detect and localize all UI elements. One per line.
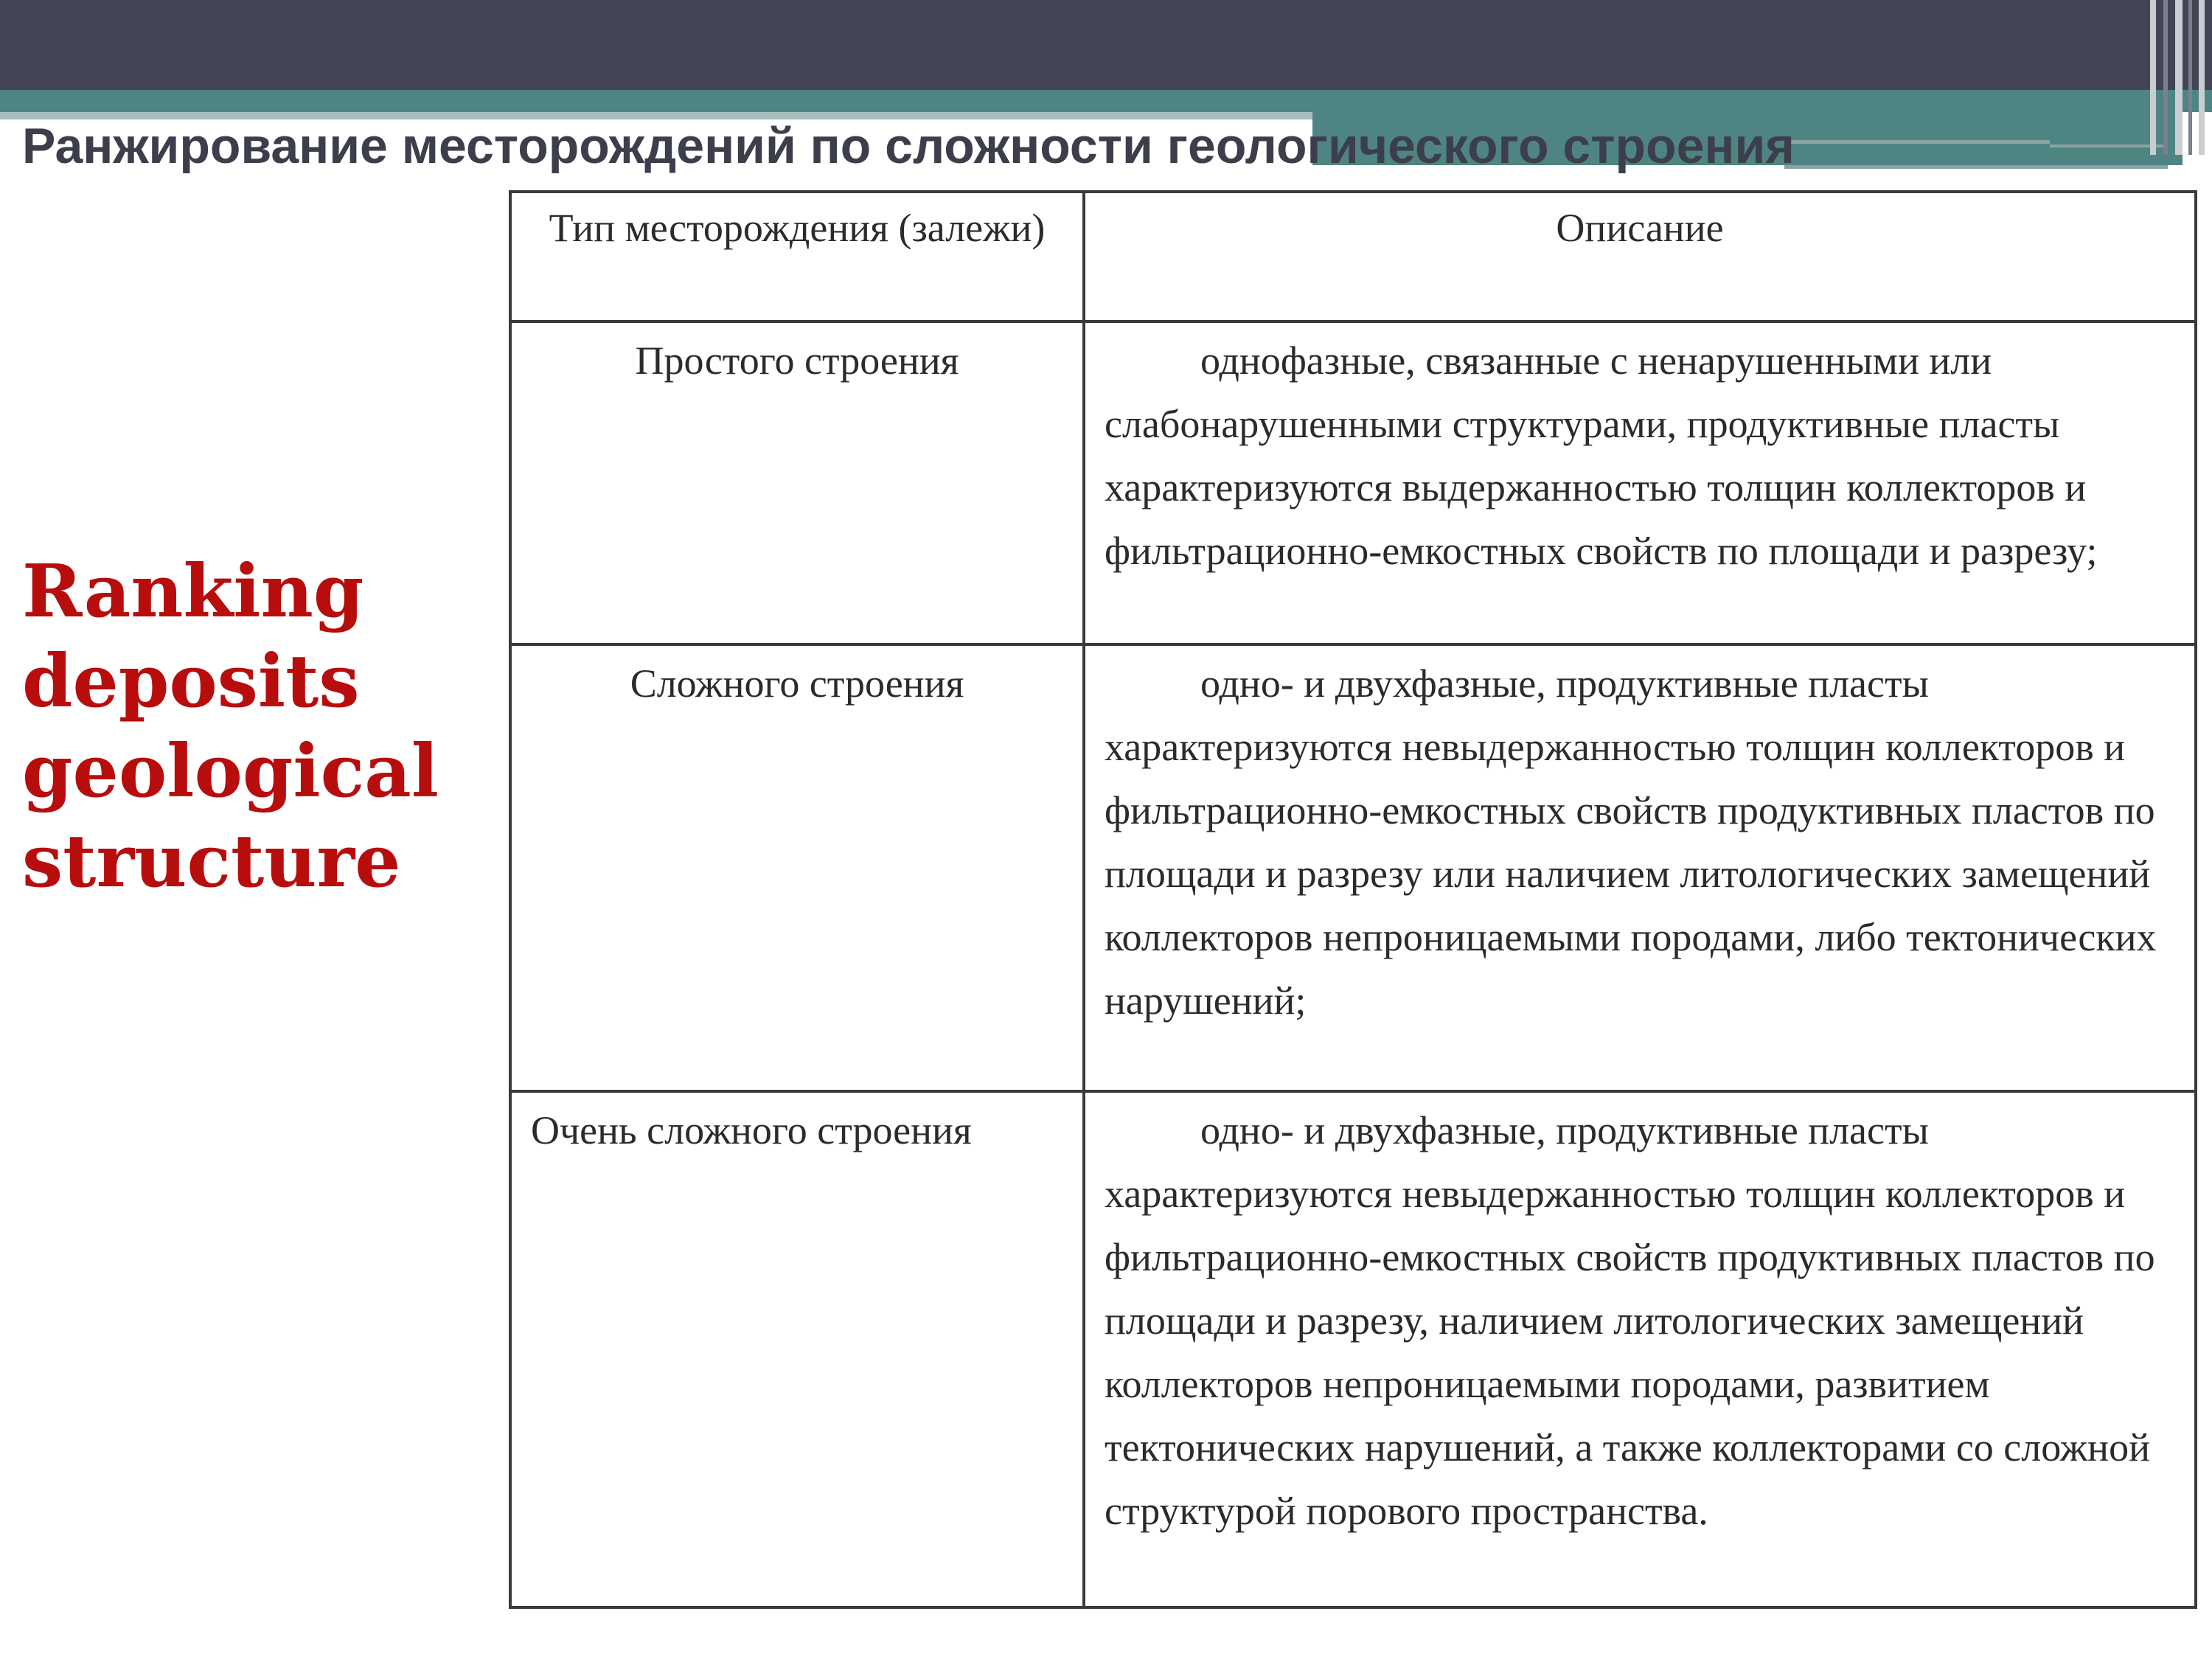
deposit-description-text: однофазные, связанные с ненарушенными или слабонарушенными структурами, продуктивные пласты характеризуются выдержанностью толщин коллекторов и фильтрационно-емкостных свойств по площади и разрезу; (1105, 338, 2098, 573)
side-label: Ranking deposits geological structure (22, 549, 439, 904)
deposit-description-text: одно- и двухфазные, продуктивные пласты характеризуются невыдержанностью толщин коллекторов и фильтрационно-емкостных свойств продуктивных пластов по площади и разрезу или наличием литологических замещений коллекторов непроницаемыми породами, либо тектонических нарушений; (1105, 661, 2157, 1023)
deposit-ranking-table (509, 190, 2197, 1609)
deposit-description-cell (1084, 644, 2196, 1091)
deposit-description-cell (1084, 1091, 2196, 1607)
table-header-row (510, 192, 2196, 321)
column-header-type: Тип месторождения (залежи) (510, 192, 1084, 321)
deposit-description-text: одно- и двухфазные, продуктивные пласты характеризуются невыдержанностью толщин коллекторов и фильтрационно-емкостных свойств продуктивных пластов по площади и разрезу, наличием литологических замещений коллекторов непроницаемыми породами, развитием тектонических нарушений, а также коллекторами со сложной структурой порового пространства. (1105, 1108, 2155, 1533)
deposit-type-cell: Сложного строения (510, 644, 1084, 1091)
slide-header-bar (0, 0, 2212, 90)
slide-accent-band (0, 90, 2212, 112)
decor-stripe (2188, 0, 2192, 155)
table-row (510, 1091, 2196, 1607)
decor-stripe (2175, 0, 2183, 155)
deposit-ranking-table-wrapper (509, 190, 2197, 1606)
deposit-type-cell: Простого строения (510, 321, 1084, 644)
column-header-description: Описание (1084, 192, 2196, 321)
table-row (510, 321, 2196, 644)
decor-stripe (2163, 0, 2168, 155)
slide-title: Ранжирование месторождений по сложности геологического строения (22, 118, 1795, 174)
decor-stripe (2199, 0, 2205, 155)
deposit-description-cell (1084, 321, 2196, 644)
decor-stripe (2150, 0, 2156, 155)
deposit-type-cell: Очень сложного строения (510, 1091, 1084, 1607)
table-row (510, 644, 2196, 1091)
